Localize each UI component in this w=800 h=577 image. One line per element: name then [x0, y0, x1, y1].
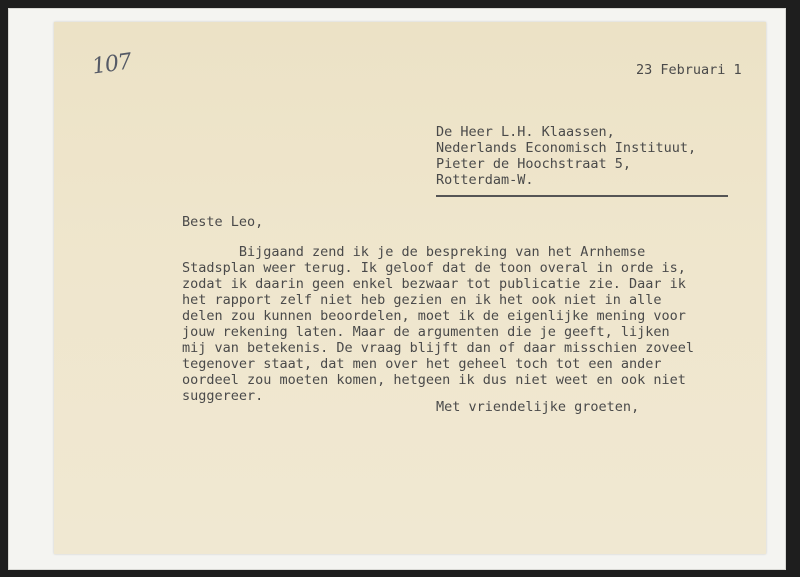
body-line: mij van betekenis. De vraag blijft dan of daar misschien zoveel	[182, 340, 695, 356]
body-line: het rapport zelf niet heb gezien en ik het ook niet in alle	[182, 292, 662, 308]
address-underline	[436, 195, 728, 197]
address-line: De Heer L.H. Klaassen,	[436, 124, 615, 140]
salutation: Beste Leo,	[182, 214, 264, 230]
body-line: zodat ik daarin geen enkel bezwaar tot publicatie zie. Daar ik	[182, 276, 686, 292]
body-line: suggereer.	[182, 388, 264, 404]
body-line: oordeel zou moeten komen, hetgeen ik dus niet weet en ook niet	[182, 372, 686, 388]
closing: Met vriendelijke groeten,	[436, 399, 640, 415]
recipient-address	[436, 124, 696, 188]
address-line: Pieter de Hoochstraat 5,	[436, 156, 632, 172]
body-line: Bijgaand zend ik je de bespreking van het Arnhemse	[182, 244, 646, 260]
body-line: jouw rekening laten. Maar de argumenten die je geeft, lijken	[182, 324, 670, 340]
letter-body	[182, 244, 694, 404]
body-line: tegenover staat, dat men over het geheel toch tot een ander	[182, 356, 662, 372]
body-line: delen zou kunnen beoordelen, moet ik de eigenlijke mening voor	[182, 308, 686, 324]
body-line: Stadsplan weer terug. Ik geloof dat de toon overal in orde is,	[182, 260, 686, 276]
address-line: Nederlands Economisch Instituut,	[436, 140, 697, 156]
letter-date: 23 Februari 1	[636, 62, 742, 78]
address-line: Rotterdam-W.	[436, 172, 534, 188]
archive-number: 107	[90, 49, 133, 80]
